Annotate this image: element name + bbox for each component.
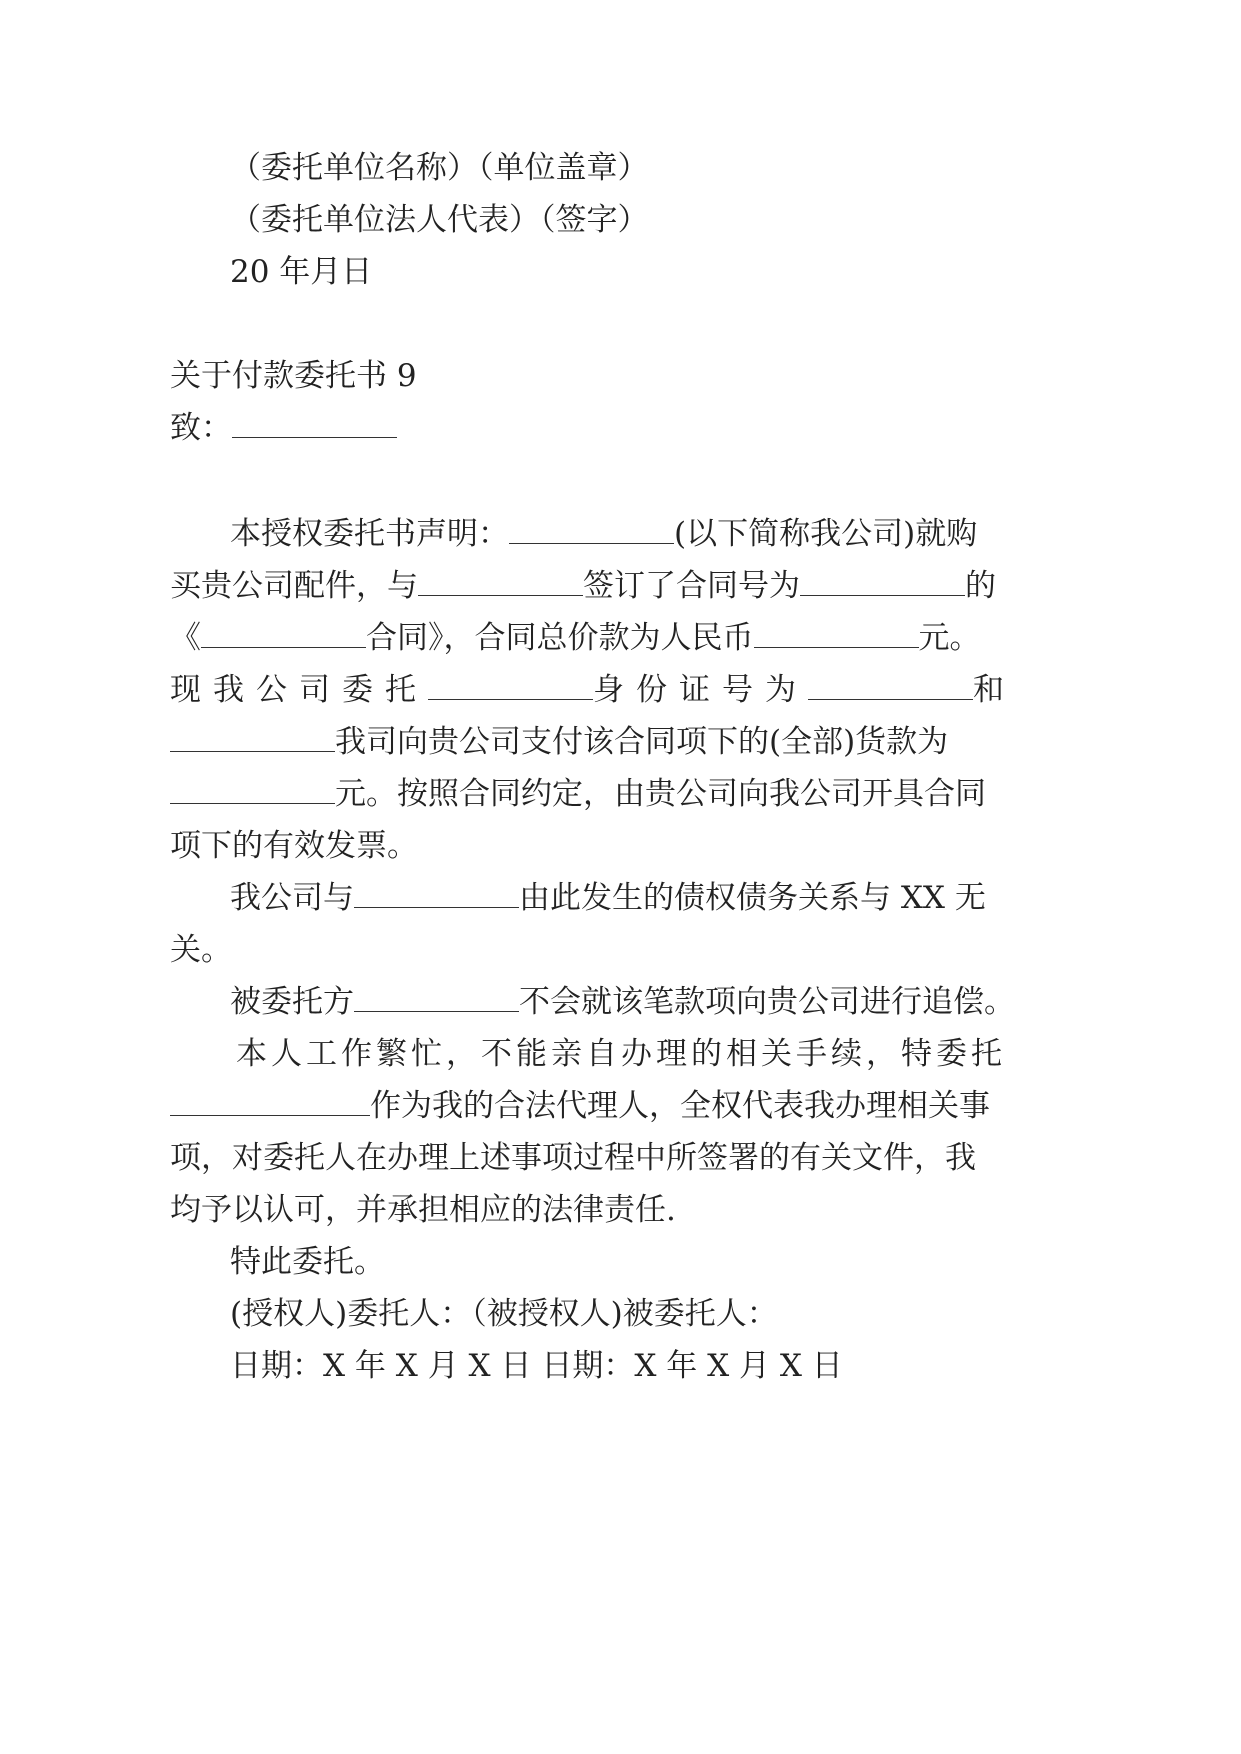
body-text: 我公司与 [230,880,354,916]
body-text: 元。 [918,620,981,656]
contract-number-blank [800,569,965,596]
recipient-blank [232,411,397,438]
body-text: 《 [170,620,201,656]
signature-dates-line: 日期：X 年 X 月 X 日 日期：X 年 X 月 X 日 [230,1348,843,1384]
letter-title: 关于付款委托书 9 [170,358,417,394]
body-text: 身份证号为 [593,672,808,708]
body-line: 关。 [170,932,232,968]
body-text: 买贵公司配件，与 [170,568,418,604]
party2-blank [354,881,519,908]
body-text: 作为我的合法代理人，全权代表我办理相关事 [370,1088,990,1124]
body-line: 本人工作繁忙，不能亲自办理的相关手续，特委托 [236,1036,1006,1072]
body-line [230,984,1015,1021]
body-line [170,568,996,605]
closing-line: 特此委托。 [230,1244,385,1280]
body-text: 由此发生的债权债务关系与 XX 无 [519,880,986,916]
contract-name-blank [201,621,366,648]
body-line [170,672,1016,709]
sign-representative-line: （委托单位法人代表）（签字） [230,202,649,238]
sign-unit-line: （委托单位名称）（单位盖章） [230,150,649,186]
sign-date: 20 年月日 [230,254,373,290]
body-line [230,516,977,553]
recipient-line [170,410,397,447]
body-line [170,620,981,657]
body-text: 我司向贵公司支付该合同项下的(全部)货款为 [335,724,949,760]
body-line: 项下的有效发票。 [170,828,418,864]
body-text: 本授权委托书声明： [230,516,509,552]
company-blank [509,517,674,544]
representative-blank [170,1089,370,1116]
body-line [170,776,986,813]
amount-blank [754,621,919,648]
body-line: 项，对委托人在办理上述事项过程中所签署的有关文件，我 [170,1140,976,1176]
body-text: 现我公司委托 [170,672,428,708]
body-text: (以下简称我公司)就购 [674,516,978,552]
body-text: 和 [973,672,1016,708]
id-number-blank [808,673,973,700]
body-text: 元。按照合同约定，由贵公司向我公司开具合同 [335,776,986,812]
body-text: 合同》，合同总价款为人民币 [366,620,754,656]
recipient-label: 致： [170,410,232,446]
body-text: 签订了合同号为 [583,568,800,604]
trustee-blank [354,985,519,1012]
agent-blank [428,673,593,700]
party-blank [418,569,583,596]
body-line [170,1088,990,1125]
body-line [170,724,948,761]
body-text: 不会就该笔款项向贵公司进行追偿。 [519,984,1015,1020]
body-line [230,880,986,917]
payment-amount-blank [170,777,335,804]
body-line: 均予以认可，并承担相应的法律责任. [170,1192,676,1228]
body-text: 的 [965,568,996,604]
body-text: 被委托方 [230,984,354,1020]
agent2-blank [170,725,335,752]
signature-parties-line: (授权人)委托人：（被授权人)被委托人： [230,1296,778,1332]
